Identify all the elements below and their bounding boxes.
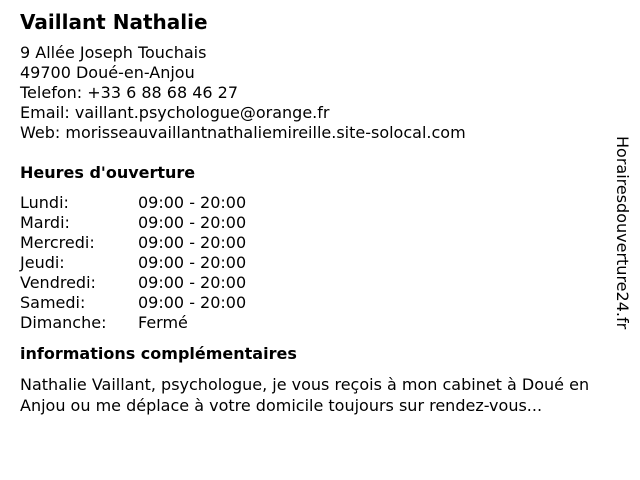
hours-table [20,193,620,333]
hours-row-sunday [20,313,620,333]
day-label: Mercredi: [20,233,95,252]
day-label: Mardi: [20,213,70,232]
web-line: Web: morisseauvaillantnathaliemireille.site-solocal.com [20,123,466,142]
hours-row-friday [20,273,620,293]
hours-row-tuesday [20,213,620,233]
day-label: Vendredi: [20,273,96,292]
email-line: Email: vaillant.psychologue@orange.fr [20,103,330,122]
hours-row-thursday [20,253,620,273]
business-name: Vaillant Nathalie [20,10,208,34]
hours-heading: Heures d'ouverture [20,163,196,182]
time-value: 09:00 - 20:00 [138,273,247,292]
hours-row-wednesday [20,233,620,253]
time-value: 09:00 - 20:00 [138,193,247,212]
hours-row-saturday [20,293,620,313]
site-watermark: Horairesdouverture24.fr [613,136,632,330]
address-line-2: 49700 Doué-en-Anjou [20,63,195,82]
time-value: 09:00 - 20:00 [138,213,247,232]
time-value: 09:00 - 20:00 [138,293,247,312]
time-value: 09:00 - 20:00 [138,233,247,252]
hours-row-monday [20,193,620,213]
business-card [20,8,620,416]
info-description: Nathalie Vaillant, psychologue, je vous reçois à mon cabinet à Doué en Anjou ou me déplace à votre domicile toujours sur rendez-vous... [20,375,590,415]
phone-line: Telefon: +33 6 88 68 46 27 [20,83,239,102]
address-line-1: 9 Allée Joseph Touchais [20,43,207,62]
time-value: Fermé [138,313,188,332]
day-label: Lundi: [20,193,69,212]
time-value: 09:00 - 20:00 [138,253,247,272]
day-label: Jeudi: [20,253,65,272]
info-heading: informations complémentaires [20,344,297,363]
day-label: Dimanche: [20,313,107,332]
day-label: Samedi: [20,293,86,312]
